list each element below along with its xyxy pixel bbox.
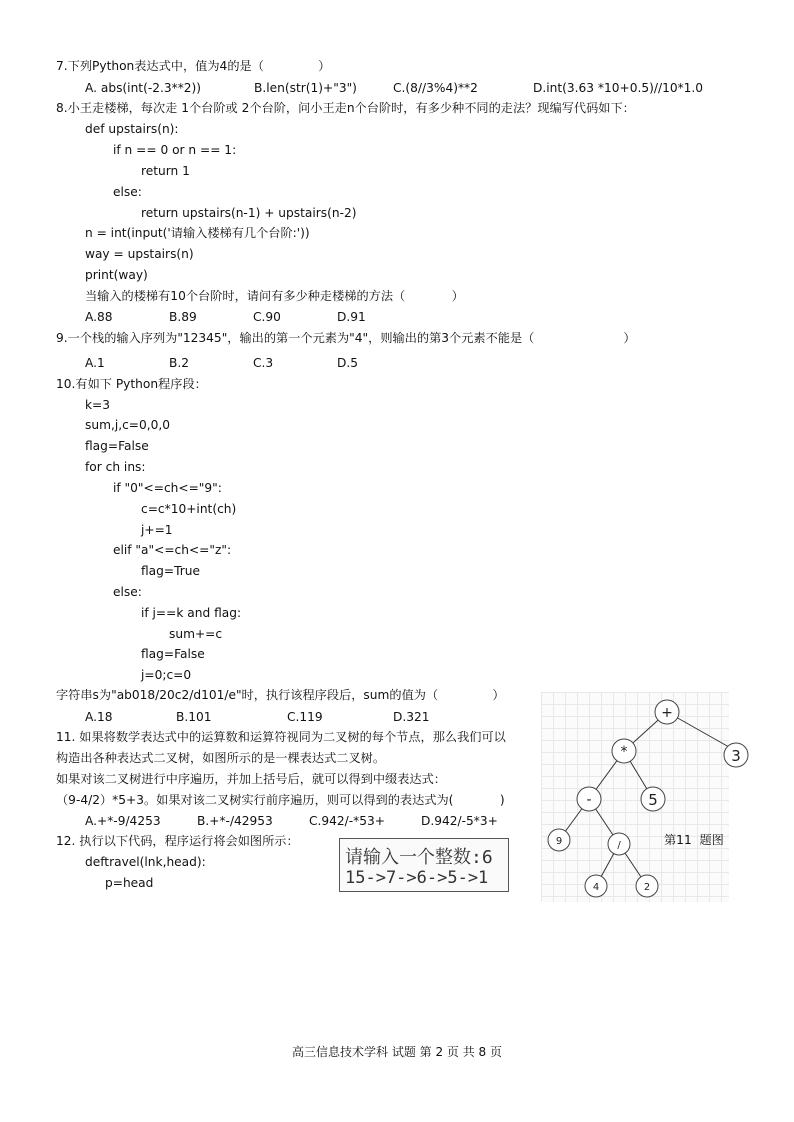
q11-line: 构造出各种表达式二叉树，如图所示的是一棵表达式二叉树。 xyxy=(56,751,386,765)
console-output-figure xyxy=(339,838,509,892)
console-output-line: 15->7->6->5->1 xyxy=(345,868,489,888)
page-footer: 高三信息技术学科 试题 第 2 页 共 8 页 xyxy=(292,1045,502,1059)
q10-code-line: if j==k and flag: xyxy=(141,606,242,620)
tree-node-label: + xyxy=(661,705,673,721)
q11-option-a: A.+*-9/4253 xyxy=(85,814,161,828)
q7-option-d: D.int(3.63 *10+0.5)//10*1.0 xyxy=(533,81,704,95)
tree-node-label: * xyxy=(620,744,628,760)
q8-option-c: C.90 xyxy=(253,310,281,324)
q10-code-line: flag=False xyxy=(85,439,149,453)
q10-code-line: k=3 xyxy=(85,398,111,412)
expression-tree-figure xyxy=(541,692,741,902)
q10-option-c: C.119 xyxy=(287,710,323,724)
q9-option-c: C.3 xyxy=(253,356,274,370)
q8-option-b: B.89 xyxy=(169,310,197,324)
q10-code-line: if "0"<=ch<="9": xyxy=(113,481,222,495)
console-prompt-line: 请输入一个整数:6 xyxy=(345,847,493,868)
q11-option-c: C.942/-*53+ xyxy=(309,814,385,828)
q10-option-d: D.321 xyxy=(393,710,430,724)
expression-tree-svg xyxy=(541,692,741,902)
q12-stem: 12. 执行以下代码，程序运行将会如图所示： xyxy=(56,834,299,848)
q10-code-line: sum,j,c=0,0,0 xyxy=(85,418,171,432)
q11-line: 如果对该二叉树进行中序遍历，并加上括号后，就可以得到中缀表达式： xyxy=(56,772,446,786)
q7-option-b: B.len(str(1)+"3") xyxy=(254,81,357,95)
q8-option-a: A.88 xyxy=(85,310,113,324)
q8-code-line: def upstairs(n): xyxy=(85,122,179,136)
q10-code-line: else: xyxy=(113,585,142,599)
tree-node-label: 9 xyxy=(555,836,563,847)
q11-line: 11. 如果将数学表达式中的运算数和运算符视同为二叉树的每个节点，那么我们可以 xyxy=(56,730,506,744)
q10-code-line: for ch ins: xyxy=(85,460,146,474)
q10-code-line: sum+=c xyxy=(169,627,223,641)
q9-option-d: D.5 xyxy=(337,356,359,370)
q10-stem: 10.有如下 Python程序段： xyxy=(56,377,207,391)
q9-stem: 9.一个栈的输入序列为"12345"，输出的第一个元素为"4"，则输出的第3个元素不能是（ ） xyxy=(56,331,636,345)
q8-stem: 8.小王走楼梯，每次走 1个台阶或 2个台阶，问小王走n个台阶时，有多少种不同的走法？现编写代码如下： xyxy=(56,101,635,115)
q9-option-a: A.1 xyxy=(85,356,105,370)
q8-code-line: return upstairs(n-1) + upstairs(n-2) xyxy=(141,206,357,220)
q7-option-c: C.(8//3%4)**2 xyxy=(393,81,478,95)
q10-code-line: elif "a"<=ch<="z": xyxy=(113,543,232,557)
q10-option-a: A.18 xyxy=(85,710,113,724)
q8-code-line: print(way) xyxy=(85,268,148,282)
q8-question: 当输入的楼梯有10个台阶时，请问有多少种走楼梯的方法（ ） xyxy=(85,289,464,303)
q7-stem: 7.下列Python表达式中，值为4的是（ ） xyxy=(56,59,331,73)
q12-code-line: deftravel(lnk,head): xyxy=(85,855,206,869)
q10-code-line: flag=False xyxy=(141,647,205,661)
q11-option-d: D.942/-5*3+ xyxy=(421,814,498,828)
q10-question: 字符串s为"ab018/20c2/d101/e"时，执行该程序段后，sum的值为（ ） xyxy=(56,688,505,702)
tree-node-label: 4 xyxy=(592,882,600,893)
q8-code-line: if n == 0 or n == 1: xyxy=(113,143,237,157)
q8-code-line: else: xyxy=(113,185,142,199)
q8-code-line: way = upstairs(n) xyxy=(85,247,194,261)
q8-option-d: D.91 xyxy=(337,310,366,324)
q9-option-b: B.2 xyxy=(169,356,189,370)
q8-code-line: return 1 xyxy=(141,164,190,178)
q12-code-line: p=head xyxy=(105,876,154,890)
figure-caption: 第11 题图 xyxy=(664,833,724,847)
q10-code-line: j=0;c=0 xyxy=(141,668,192,682)
tree-node-label: 2 xyxy=(643,882,651,893)
q7-option-a: A. abs(int(-2.3**2)) xyxy=(85,81,202,95)
tree-node-label: / xyxy=(617,840,621,851)
q10-code-line: c=c*10+int(ch) xyxy=(141,502,237,516)
q11-option-b: B.+*-/42953 xyxy=(197,814,273,828)
tree-node-label: 5 xyxy=(648,791,658,809)
q10-option-b: B.101 xyxy=(176,710,212,724)
q10-code-line: flag=True xyxy=(141,564,200,578)
q11-line: （9-4/2）*5+3。如果对该二叉树实行前序遍历，则可以得到的表达式为( ) xyxy=(56,793,505,807)
tree-node-label: 3 xyxy=(731,747,741,765)
q10-code-line: j+=1 xyxy=(141,523,173,537)
tree-node-label: - xyxy=(586,792,592,808)
q8-code-line: n = int(input('请输入楼梯有几个台阶:')) xyxy=(85,226,310,240)
